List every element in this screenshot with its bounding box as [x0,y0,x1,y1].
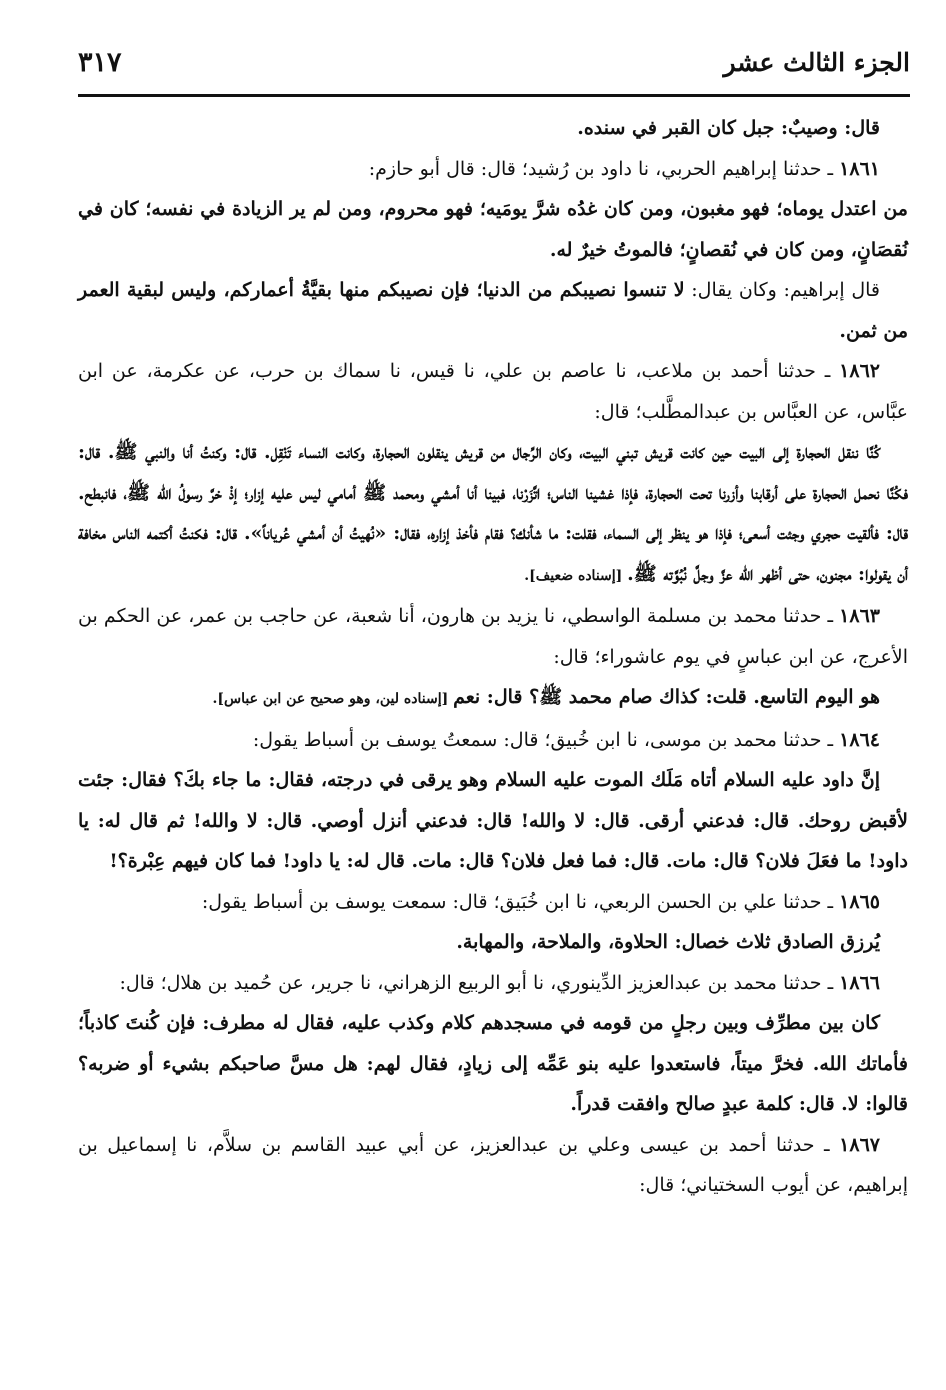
matn-1865: يُرزق الصادق ثلاث خصال: الحلاوة، والملاحة، والمهابة. [456,931,880,953]
matn-1863 [78,677,908,720]
hadith-number: ١٨٦٣ [839,605,880,627]
isnad-text: ـ حدثنا أحمد بن عيسى وعلي بن عبدالعزيز، عن أبي عبيد القاسم بن سلاَّم، نا إسماعيل بن إبراهيم، عن أيوب السختياني؛ قال: [78,1133,908,1196]
matn-text: كُنَّا ننقل الحجارة إلى البيت حين كانت قريش تبني البيت، وكان الرِّجال من قريش ينقلون الحجارة، وكانت النساء تَنْقِل. قال: وكنتُ أنا والنبي ﷺ. قال: فكُنَّا نحمل الحجارة على أرقابنا وأزرنا تحت الحجارة، فإذا غشينا الناس؛ اتَّزَرْنا، فبينا أنا أمشي ومحمد ﷺ أمامي ليس عليه إزار؛ إذْ خرَّ رسولُ الله ﷺ، فانبطح. قال: فألقيت حجري وجئت أسعى؛ فإذا هو ينظر إلى السماء، فقلت: ما شأنك؟ فقام فأخذ إزاره، فقال: «نُهيتُ أن أمشي عُرياناً». قال: فكنتُ أكتمه الناس مخافة أن يقولوا: مجنون، حتى أظهر الله عزَّ وجلَّ نُبُوَّته ﷺ. [78,441,908,585]
page-body [78,108,908,1206]
matn-1862 [78,432,908,596]
matn-1864: إنَّ داود عليه السلام أتاه مَلَك الموت عليه السلام وهو يرقى في درجته، فقال: ما جاء بكَ؟ فقال: جئت لأقبض روحك. قال: فدعني أرقى. قال: لا والله! قال: فدعني أنزل أوصي. قال: لا والله! ثم قال له: يا داود! ما فعَلَ فلان؟ قال: مات. قال: فما فعل فلان؟ قال: مات. قال له: يا داود! فما كان فيهم عِبْرة؟! [78,769,908,872]
hadith-number: ١٨٦٦ [839,971,880,994]
hadith-1861 [78,149,908,190]
isnad-text: ـ حدثنا محمد بن مسلمة الواسطي، نا يزيد بن هارون، أنا شعبة، عن حاجب بن عمر، عن الحكم بن الأعرج، عن ابن عباسٍ في يوم عاشوراء؛ قال: [78,605,908,668]
hadith-1862 [78,351,908,432]
hadith-number: ١٨٦٤ [839,728,880,751]
saying-ibrahim [78,270,908,351]
hadith-1864 [78,720,908,761]
isnad-text: ـ حدثنا إبراهيم الحربي، نا داود بن رُشيد؛ قال: قال أبو حازم: [368,157,840,180]
matn-text: هو اليوم التاسع. قلت: كذاك صام محمد ﷺ؟ قال: نعم [453,686,880,708]
grading-note: [إسناده ضعيف]. [524,567,628,584]
running-title: الجزء الثالث عشر [723,47,910,77]
hadith-1865 [78,882,908,923]
hadith-1867 [78,1125,908,1206]
hadith-1863 [78,596,908,677]
isnad-text: ـ حدثنا محمد بن موسى، نا ابن خُبيق؛ قال: سمعتُ يوسف بن أسباط يقول: [252,728,840,751]
saying-intro: قال إبراهيم: وكان يقال: [684,279,880,301]
grading-note: [إسناده لين، وهو صحيح عن ابن عباس]. [212,691,454,707]
isnad-text: ـ حدثنا علي بن الحسن الربعي، نا ابن خُبَيق؛ قال: سمعت يوسف بن أسباط يقول: [201,890,840,913]
isnad-text: ـ حدثنا أحمد بن ملاعب، نا عاصم بن علي، نا قيس، نا سماك بن حرب، عن عكرمة، عن ابن عبَّاس، عن العبَّاس بن عبدالمطَّلب؛ قال: [78,360,908,423]
hadith-number: ١٨٦٥ [839,890,880,913]
header-rule [78,94,910,97]
page-number: ٣١٧ [78,46,122,78]
hadith-number: ١٨٦٧ [839,1133,880,1156]
isnad-text: ـ حدثنا محمد بن عبدالعزيز الدِّينوري، نا أبو الربيع الزهراني، نا جرير، عن حُميد بن هلال؛ قال: [119,971,840,994]
paragraph-1: قال: وصيبٌ: جبل كان القبر في سنده. [577,117,880,139]
hadith-number: ١٨٦١ [839,157,880,180]
saying-text: لا تنسوا نصيبكم من الدنيا؛ فإن نصيبكم منها بقيَّةُ أعماركم، وليس لبقية العمر من ثمن. [78,279,908,342]
matn-1861: من اعتدل يوماه؛ فهو مغبون، ومن كان غدُه شرَّ يومَيه؛ فهو محروم، ومن لم ير الزيادة في نفسه؛ كان في نُقصَانٍ، ومن كان في نُقصانٍ؛ فالموتُ خيرٌ له. [78,198,908,261]
hadith-number: ١٨٦٢ [839,360,880,382]
hadith-1866 [78,963,908,1004]
matn-1866: كان بين مطرِّف وبين رجلٍ من قومه في مسجدهم كلام وكذب عليه، فقال له مطرف: فإن كُنتَ كاذباً؛ فأماتك الله. فخرَّ ميتاً، فاستعدوا عليه بنو عَمِّه إلى زيادٍ، فقال لهم: هل مسَّ صاحبكم بشيء أو ضربه؟ قالوا: لا. قال: كلمة عبدٍ صالح وافقت قدراً. [78,1012,908,1115]
page-header [78,42,910,82]
